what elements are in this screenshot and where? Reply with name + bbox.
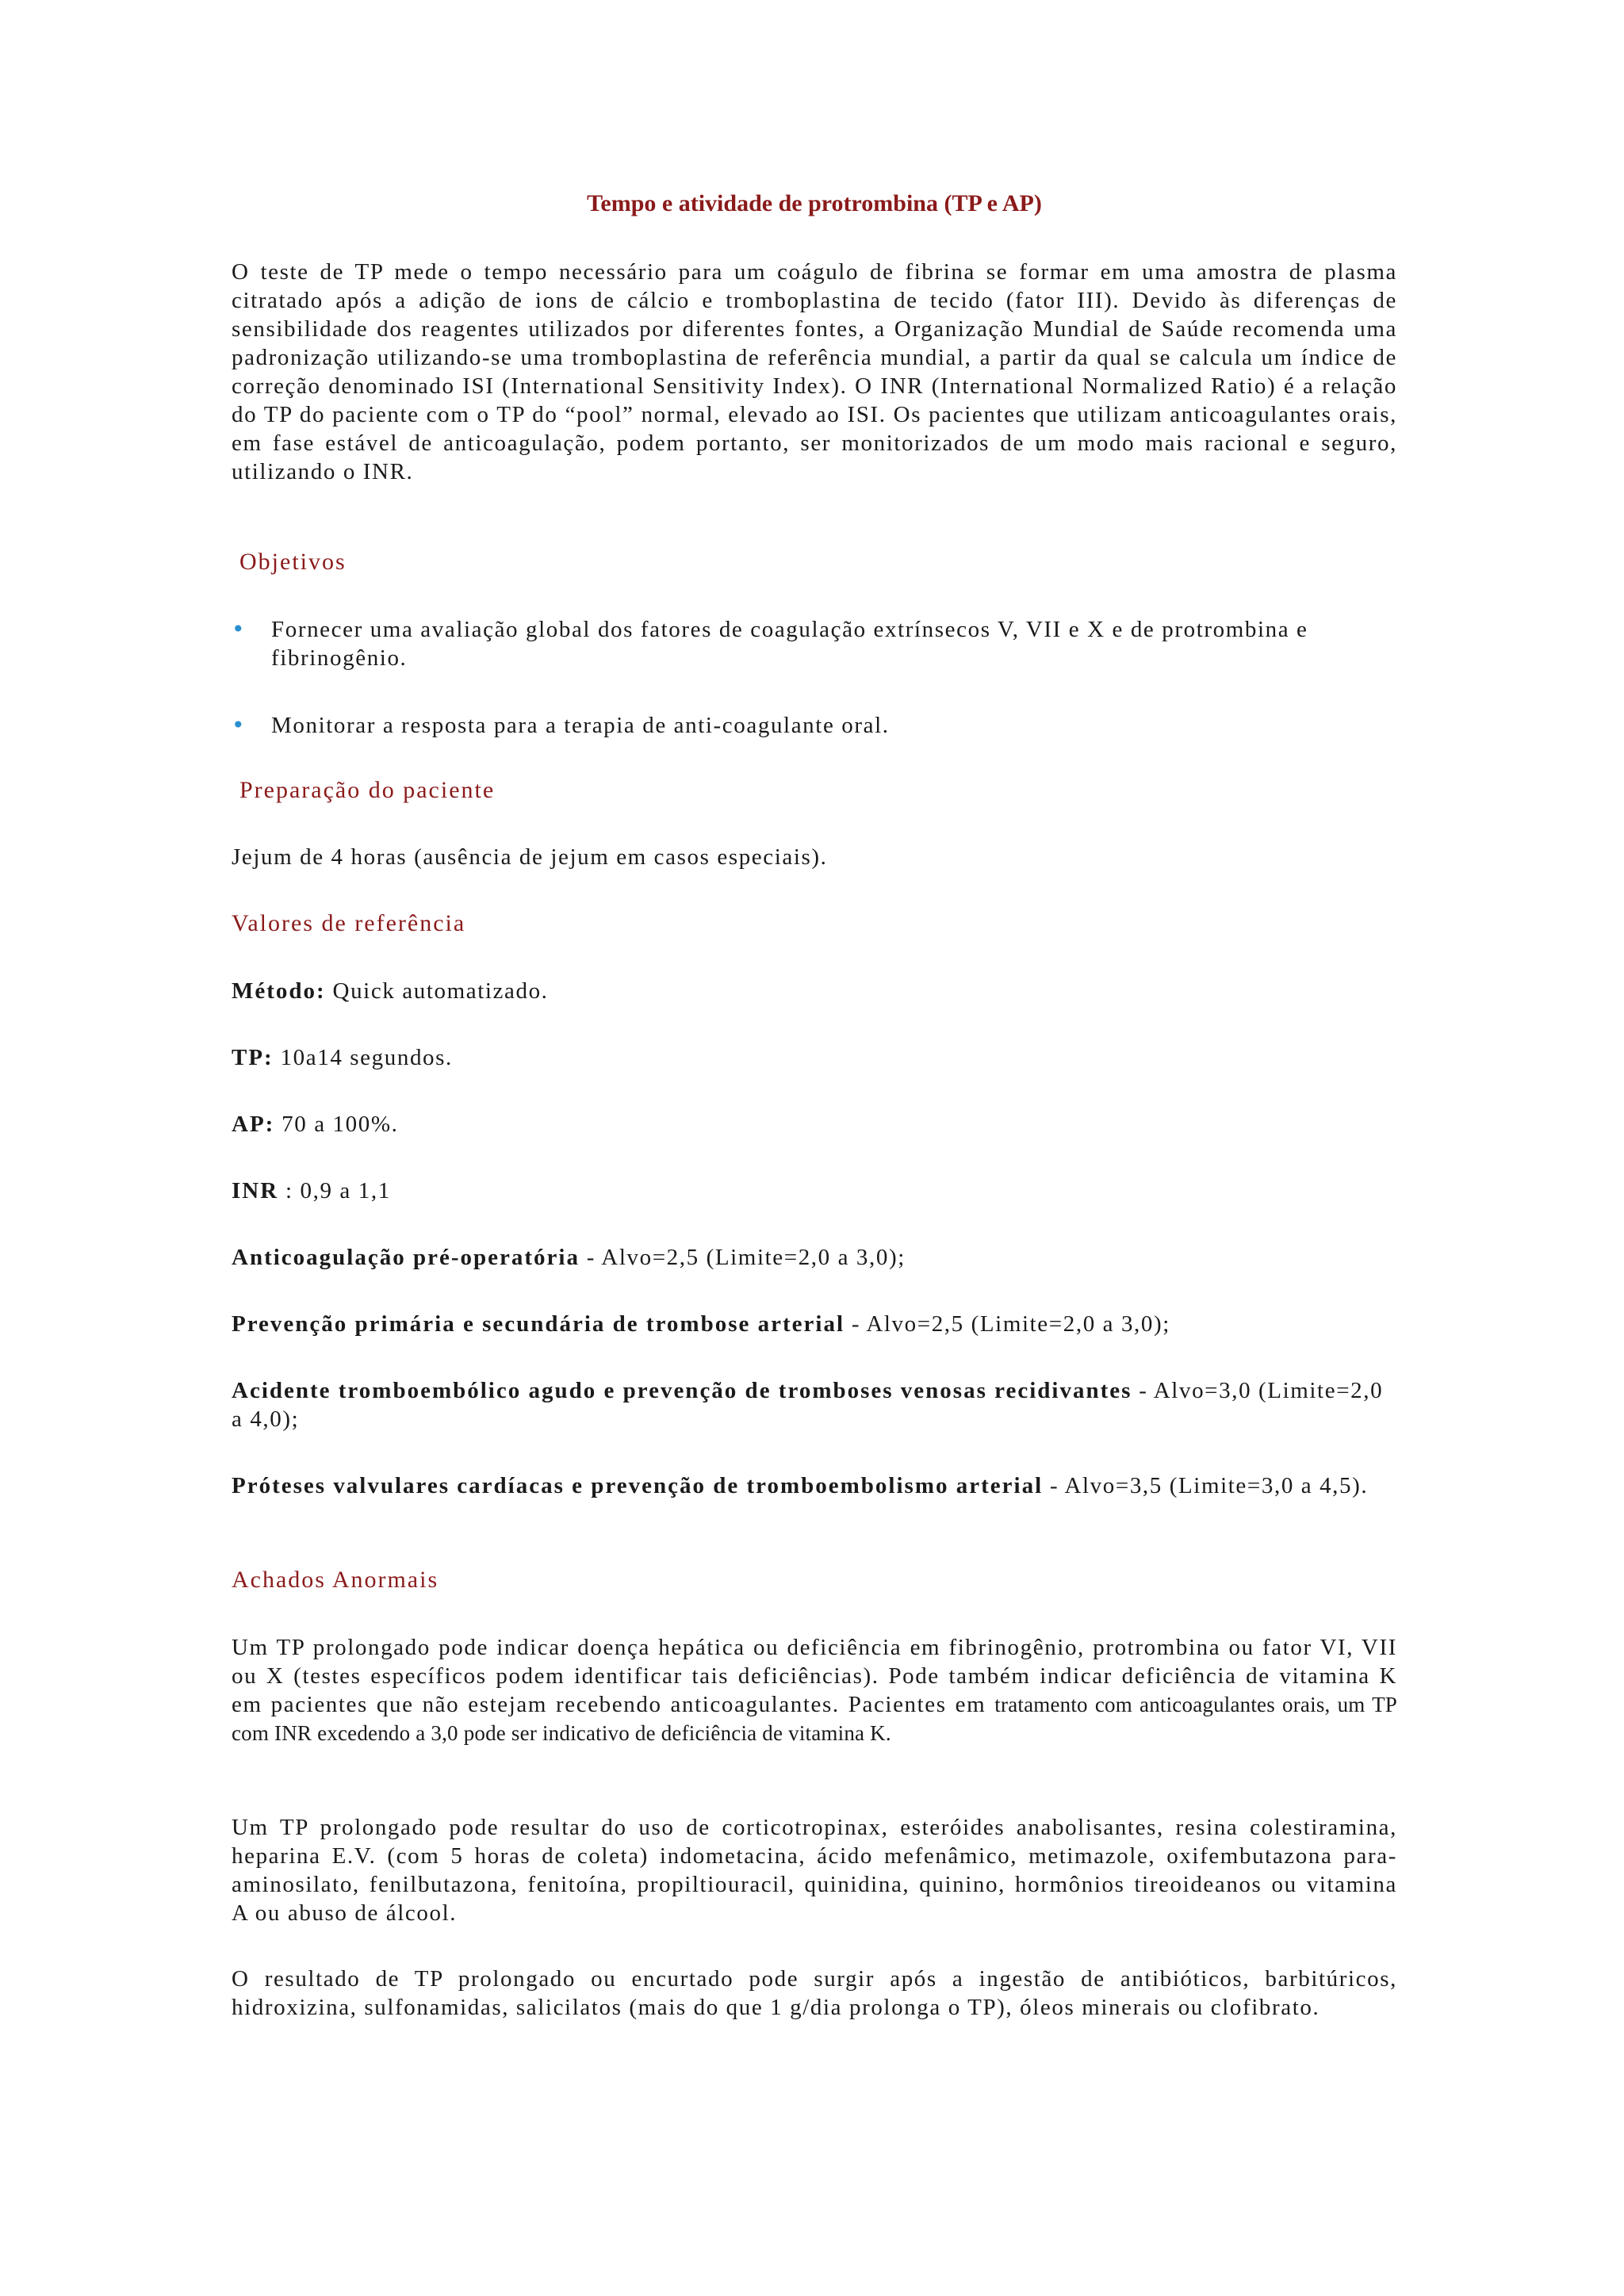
anticoag-label: Anticoagulação pré-operatória (232, 1245, 580, 1270)
objetivos-heading: Objetivos (239, 549, 347, 575)
prevencao-label: Prevenção primária e secundária de trombose arterial (232, 1311, 845, 1337)
anticoag-value: - Alvo=2,5 (Limite=2,0 a 3,0); (579, 1245, 906, 1270)
achados-p1-main: Um TP prolongado pode indicar doença hepática ou deficiência em fibrinogênio, protrombina ou fator VI, VII ou X (testes específicos podem identificar tais deficiências). Pode também indicar deficiência de vitamina K em pacientes que não estejam recebendo anticoagulantes. Pacientes em (232, 1635, 1397, 1717)
acidente-label: Acidente tromboembólico agudo e prevenção de tromboses venosas recidivantes (232, 1378, 1132, 1403)
tp-value: 10a14 segundos. (273, 1045, 453, 1070)
acidente-value: - Alvo=3,0 (Limite=2,0 a 4,0); (232, 1378, 1384, 1432)
metodo-line (232, 977, 1397, 1005)
preparo-text: Jejum de 4 horas (ausência de jejum em casos especiais). (232, 844, 828, 870)
anticoag-line (232, 1243, 1397, 1272)
inr-value: : 0,9 a 1,1 (278, 1178, 391, 1203)
bullet-icon: • (232, 616, 245, 642)
preparo-heading: Preparação do paciente (239, 777, 496, 803)
proteses-value: - Alvo=3,5 (Limite=3,0 a 4,5). (1043, 1473, 1369, 1498)
ap-label: AP: (232, 1112, 275, 1137)
document-title: Tempo e atividade de protrombina (TP e AP) (587, 190, 1042, 216)
acidente-line (232, 1376, 1397, 1433)
ap-line (232, 1110, 1397, 1138)
achados-paragraph-2: Um TP prolongado pode resultar do uso de corticotropinax, esteróides anabolisantes, resina colestiramina, heparina E.V. (com 5 horas de coleta) indometacina, ácido mefenâmico, metimazole, oxifembutazona para-aminosilato, fenilbutazona, fenitoína, propiltiouracil, quinidina, quinino, hormônios tireoideanos ou vitamina A ou abuso de álcool. (232, 1815, 1397, 1926)
achados-paragraph-3: O resultado de TP prolongado ou encurtado pode surgir após a ingestão de antibióticos, barbitúricos, hidroxizina, sulfonamidas, salicilatos (mais do que 1 g/dia prolonga o TP), óleos minerais ou clofibrato. (232, 1966, 1397, 2020)
ap-value: 70 a 100%. (274, 1112, 399, 1137)
objetivo-text-1: Fornecer uma avaliação global dos fatores de coagulação extrínsecos V, VII e X e de protrombina e fibrinogênio. (271, 617, 1308, 671)
metodo-value: Quick automatizado. (325, 978, 549, 1004)
intro-paragraph: O teste de TP mede o tempo necessário para um coágulo de fibrina se formar em uma amostra de plasma citratado após a adição de ions de cálcio e tromboplastina de tecido (fator III). Devido às diferenças de sensibilidade dos reagentes utilizados por diferentes fontes, a Organização Mundial de Saúde recomenda uma padronização utilizando-se uma tromboplastina de referência mundial, a partir da qual se calcula um índice de correção denominado ISI (International Sensitivity Index). O INR (International Normalized Ratio) é a relação do TP do paciente com o TP do “pool” normal, elevado ao ISI. Os pacientes que utilizam anticoagulantes orais, em fase estável de anticoagulação, podem portanto, ser monitorizados de um modo mais racional e seguro, utilizando o INR. (232, 259, 1397, 484)
achados-p1-tail: tratamento com anticoagulantes orais, um TP com INR excedendo a 3,0 pode ser indicativo de deficiência de vitamina K. (232, 1693, 1397, 1745)
tp-label: TP: (232, 1045, 274, 1070)
valores-heading: Valores de referência (232, 910, 466, 936)
achados-paragraph-1 (232, 1633, 1397, 1747)
tp-line (232, 1043, 1397, 1072)
inr-line (232, 1177, 1397, 1205)
inr-label: INR (232, 1178, 279, 1203)
prevencao-value: - Alvo=2,5 (Limite=2,0 a 3,0); (845, 1311, 1170, 1337)
proteses-line (232, 1471, 1397, 1500)
bullet-icon: • (232, 712, 245, 738)
objetivo-text-2: Monitorar a resposta para a terapia de anti-coagulante oral. (271, 713, 890, 738)
prevencao-line (232, 1310, 1397, 1338)
achados-heading: Achados Anormais (232, 1567, 439, 1593)
proteses-label: Próteses valvulares cardíacas e prevenção de tromboembolismo arterial (232, 1473, 1044, 1498)
metodo-label: Método: (232, 978, 326, 1004)
